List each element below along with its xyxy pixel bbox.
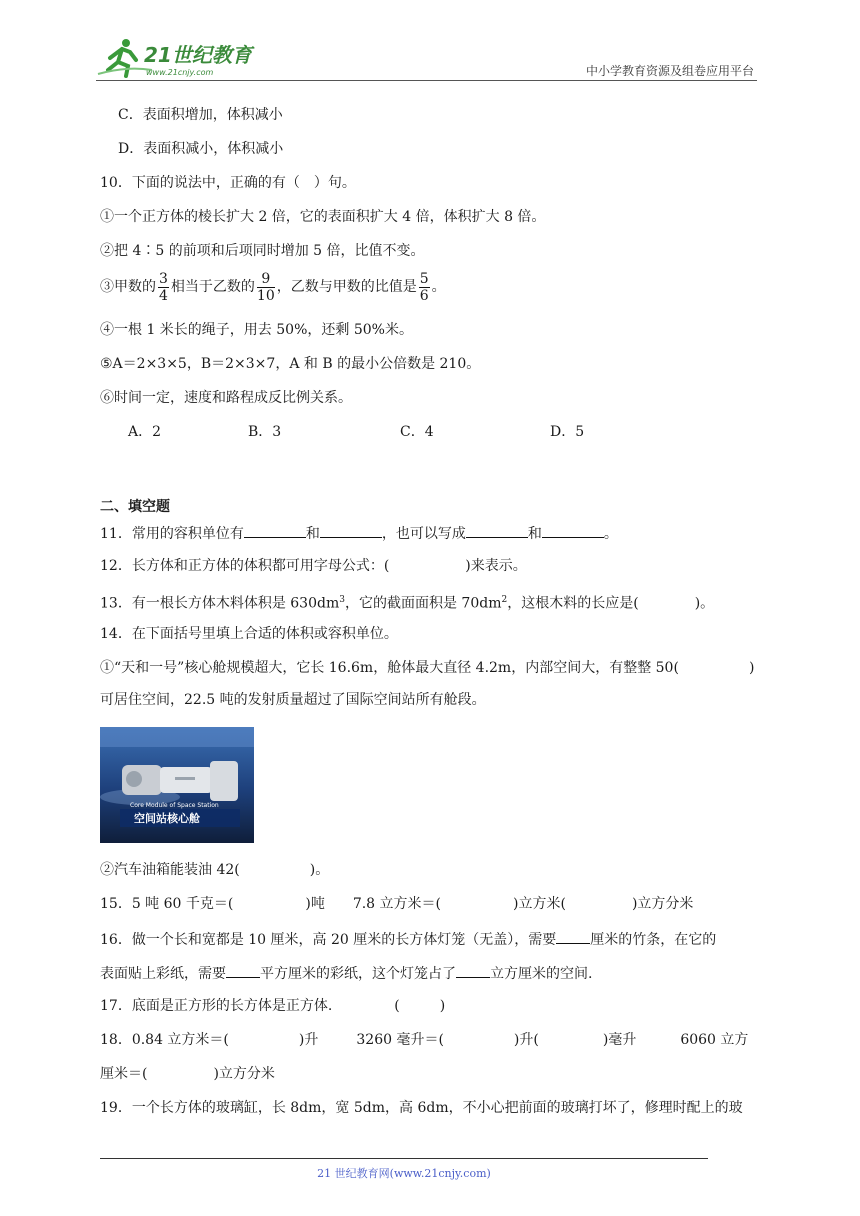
- q14-part-2: ②汽车油箱能装油 42( )。: [100, 862, 330, 878]
- footer-site-link[interactable]: 21 世纪教育网(www.21cnjy.com): [317, 1167, 491, 1180]
- q9-option-d: D．表面积减小，体积减小: [118, 141, 284, 157]
- site-logo: [96, 36, 266, 80]
- photo-caption-cn: 空间站核心舱: [134, 812, 200, 825]
- q10-s3-text-a: ③甲数的: [100, 279, 156, 295]
- q10-option-b: B．3: [248, 424, 282, 440]
- q16-line-1: 16．做一个长和宽都是 10 厘米，高 20 厘米的长方体灯笼（无盖），需要 厘米的竹条，在它的: [100, 928, 716, 950]
- q14-part-1-line-1: ①“天和一号”核心舱规模超大，它长 16.6m，舱体最大直径 4.2m，内部空间大，有整整 50( ): [100, 660, 755, 676]
- q16-line-2: 表面贴上彩纸，需要 平方厘米的彩纸，这个灯笼占了 立方厘米的空间.: [100, 962, 592, 984]
- q11-blank-4[interactable]: [542, 522, 604, 538]
- q12: 12．长方体和正方体的体积都可用字母公式：( )来表示。: [100, 558, 527, 574]
- logo-url: www.21cnjy.com: [146, 68, 214, 77]
- q13: 13．有一根长方体木料体积是 $630dm^3$，它的截面面积是 $70dm^2$，这根木料的长应是( )。: [100, 595, 715, 612]
- q11-blank-3[interactable]: [466, 522, 528, 538]
- q16-blank-3[interactable]: [456, 962, 490, 978]
- q18-line-2: 厘米＝( )立方分米: [100, 1066, 275, 1082]
- header-divider: [96, 80, 757, 81]
- space-station-photo: [100, 727, 254, 843]
- q10-option-c: C．4: [400, 424, 434, 440]
- fraction-9-10: $\frac{9}{10}$: [256, 270, 275, 304]
- q11: 11．常用的容积单位有 和 ，也可以写成 和 。: [100, 522, 618, 544]
- q10-s3-text-c: ，乙数与甲数的比值是: [276, 279, 417, 295]
- q15: 15．5 吨 60 千克＝( )吨 7.8 立方米＝( )立方米( )立方分米: [100, 896, 694, 912]
- q10-option-d: D．5: [550, 424, 585, 440]
- q17: 17．底面是正方形的长方体是正方体. ( ): [100, 998, 446, 1014]
- photo-caption-en: Core Module of Space Station: [130, 802, 219, 809]
- q11-blank-1[interactable]: [244, 522, 306, 538]
- section-title-fill-in: 二、填空题: [100, 499, 170, 515]
- fraction-3-4: $\frac{3}{4}$: [159, 270, 168, 304]
- fraction-5-6: $\frac{5}{6}$: [419, 270, 429, 304]
- q10-statement-5: ⑤A＝2×3×5，B＝2×3×7，A 和 B 的最小公倍数是 210。: [100, 356, 481, 372]
- q14-stem: 14．在下面括号里填上合适的体积或容积单位。: [100, 626, 398, 642]
- q10-stem: 10．下面的说法中，正确的有（ ）句。: [100, 175, 356, 191]
- q10-s3-text-b: 相当于乙数的: [170, 279, 255, 295]
- q18-line-1: 18．0.84 立方米＝( )升 3260 毫升＝( )升( )毫升 6060 立方: [100, 1032, 749, 1048]
- q10-statement-4: ④一根 1 米长的绳子，用去 50%，还剩 50%米。: [100, 322, 413, 338]
- q11-blank-2[interactable]: [320, 522, 382, 538]
- q9-option-c: C．表面积增加，体积减小: [118, 107, 283, 123]
- footer-divider: [100, 1158, 708, 1159]
- q10-option-a: A．2: [128, 424, 162, 440]
- q10-statement-2: ②把 4∶5 的前项和后项同时增加 5 倍，比值不变。: [100, 243, 425, 259]
- q10-statement-1: ①一个正方体的棱长扩大 2 倍，它的表面积扩大 4 倍，体积扩大 8 倍。: [100, 209, 546, 225]
- q10-s3-text-d: 。: [431, 279, 446, 295]
- q10-statement-6: ⑥时间一定，速度和路程成反比例关系。: [100, 390, 352, 406]
- q14-part-1-line-2: 可居住空间，22.5 吨的发射质量超过了国际空间站所有舱段。: [100, 692, 486, 708]
- q16-blank-2[interactable]: [226, 962, 260, 978]
- q19-line-1: 19．一个长方体的玻璃缸，长 8dm，宽 5dm，高 6dm，不小心把前面的玻璃打坏了，修理时配上的玻: [100, 1100, 743, 1116]
- q10-statement-3: [100, 270, 446, 304]
- q16-blank-1[interactable]: [556, 928, 590, 944]
- header-platform-text: 中小学教育资源及组卷应用平台: [585, 64, 754, 78]
- logo-wordmark: 21世纪教育: [144, 43, 252, 67]
